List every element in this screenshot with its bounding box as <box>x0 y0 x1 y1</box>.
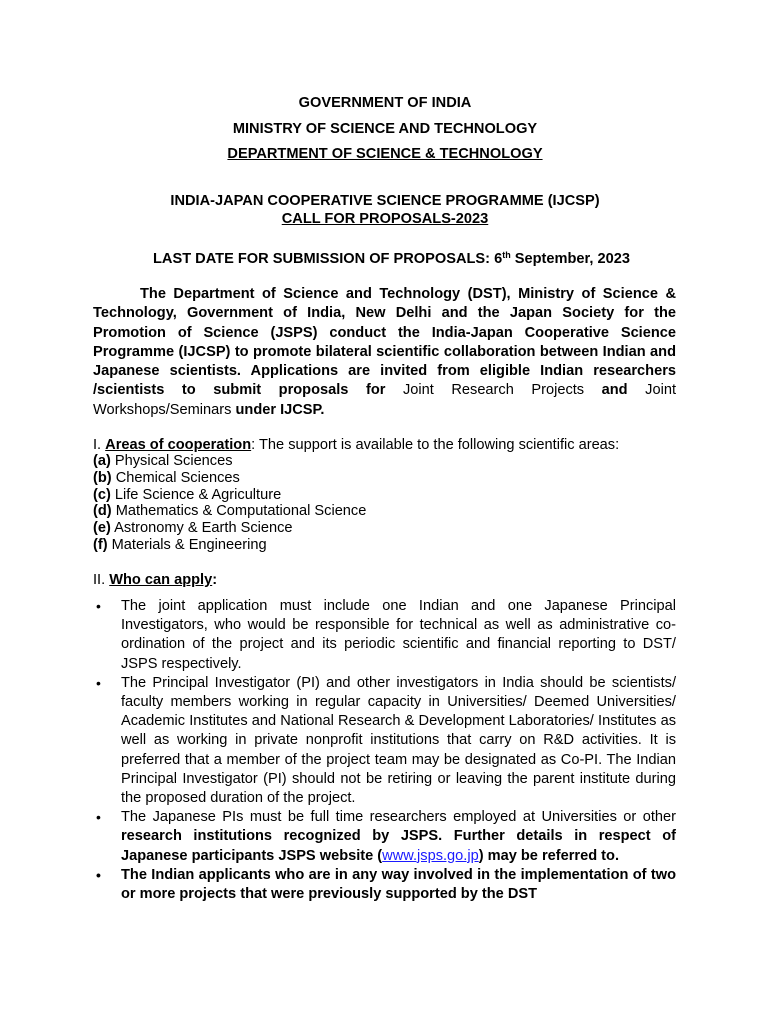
area-key: (d) <box>93 503 112 520</box>
section-2-heading <box>93 571 217 590</box>
area-key: (e) <box>93 520 111 537</box>
programme-title: INDIA-JAPAN COOPERATIVE SCIENCE PROGRAMME (IJCSP) <box>170 193 600 209</box>
jsps-website-link[interactable]: www.jsps.go.jp <box>382 847 479 864</box>
list-item <box>93 674 676 808</box>
ministry-heading: MINISTRY OF SCIENCE AND TECHNOLOGY <box>232 121 538 137</box>
area-label: Life Science & Agriculture <box>110 486 282 503</box>
bullet-bold-end: ) may be referred to. <box>478 847 620 864</box>
bullet-icon: • <box>96 598 101 614</box>
area-label: Astronomy & Earth Science <box>110 520 293 537</box>
bullet-bold-text: research institutions recognized by JSPS. Further details in respect of Japanese participants JSPS website ( <box>121 828 676 864</box>
department-heading: DEPARTMENT OF SCIENCE & TECHNOLOGY <box>227 146 543 162</box>
intro-bold-2: and <box>601 382 628 399</box>
list-item <box>93 808 676 866</box>
list-item <box>93 470 676 487</box>
list-item <box>93 537 676 554</box>
intro-bold: The Department of Science and Technology (DST), Ministry of Science & Technology, Government of India, New Delhi and the Japan Society for the Promotion of Science (JSPS) conduct the India-Japan Cooperative Science Programme (IJCSP) to promote bilateral scientific collaboration between Indian and Japanese scientists. Applications are invited from eligible Indian researchers /scientists to submit proposals for <box>93 286 676 399</box>
intro-plain-1: Joint Research Projects <box>385 382 602 399</box>
list-item <box>93 487 676 504</box>
intro-bold-3: under IJCSP. <box>235 401 325 418</box>
section-1-number: I. <box>93 437 106 453</box>
bullet-text: The joint application must include one Indian and one Japanese Principal Investigators, who would be responsible for technical as well as administrative co- ordination of the project and its periodic scientific and financial reporting to DST/ JSPS respectively. <box>121 598 676 672</box>
section-1-title: Areas of cooperation <box>105 437 252 453</box>
list-item <box>93 503 676 520</box>
area-key: (b) <box>93 469 112 486</box>
area-label: Physical Sciences <box>110 453 233 469</box>
bullet-text: The Principal Investigator (PI) and other investigators in India should be scientists/ faculty members working in regular capacity in Universities/ Deemed Universities/ Academic Institutes and National Research & Development Laboratories/ Institutes as well as working in private nonprofit institutions that carry on R&D activities. It is preferred that a member of the project team may be designated as Co-PI. The Indian Principal Investigator (PI) should not be retiring or leaving the parent institute during the proposed duration of the project. <box>121 674 676 807</box>
intro-plain-2: Joint Workshops/Seminars <box>93 382 676 418</box>
bullet-icon: • <box>96 866 101 883</box>
bullet-text: The Indian applicants who are in any way involved in the implementation of two or more projects that were previously supported by the DST <box>121 866 676 903</box>
deadline-sup: th <box>502 250 511 260</box>
section-2-colon: : <box>212 572 218 588</box>
section-2-number: II. <box>93 572 110 588</box>
area-label: Materials & Engineering <box>107 536 267 553</box>
gov-heading: GOVERNMENT OF INDIA <box>298 95 472 111</box>
eligibility-list <box>93 597 676 904</box>
area-label: Mathematics & Computational Science <box>111 503 367 520</box>
section-1-desc: : The support is available to the following scientific areas: <box>251 437 620 453</box>
list-item <box>93 597 676 674</box>
area-key: (f) <box>93 536 108 553</box>
list-item <box>93 453 676 470</box>
section-2-title: Who can apply <box>109 572 213 588</box>
bullet-icon: • <box>96 809 101 826</box>
area-label: Chemical Sciences <box>111 469 240 486</box>
deadline-prefix: LAST DATE FOR SUBMISSION OF PROPOSALS: 6 <box>153 251 503 267</box>
area-key: (a) <box>93 453 111 469</box>
area-key: (c) <box>93 486 111 503</box>
list-item <box>93 866 676 904</box>
deadline-suffix: September, 2023 <box>510 251 630 267</box>
call-title: CALL FOR PROPOSALS-2023 <box>281 211 489 227</box>
deadline-line <box>153 250 630 269</box>
bullet-text: The Japanese PIs must be full time researchers employed at Universities or other <box>121 809 676 826</box>
intro-paragraph <box>93 285 676 420</box>
list-item <box>93 520 676 537</box>
bullet-icon: • <box>96 674 101 691</box>
areas-list <box>93 453 676 554</box>
